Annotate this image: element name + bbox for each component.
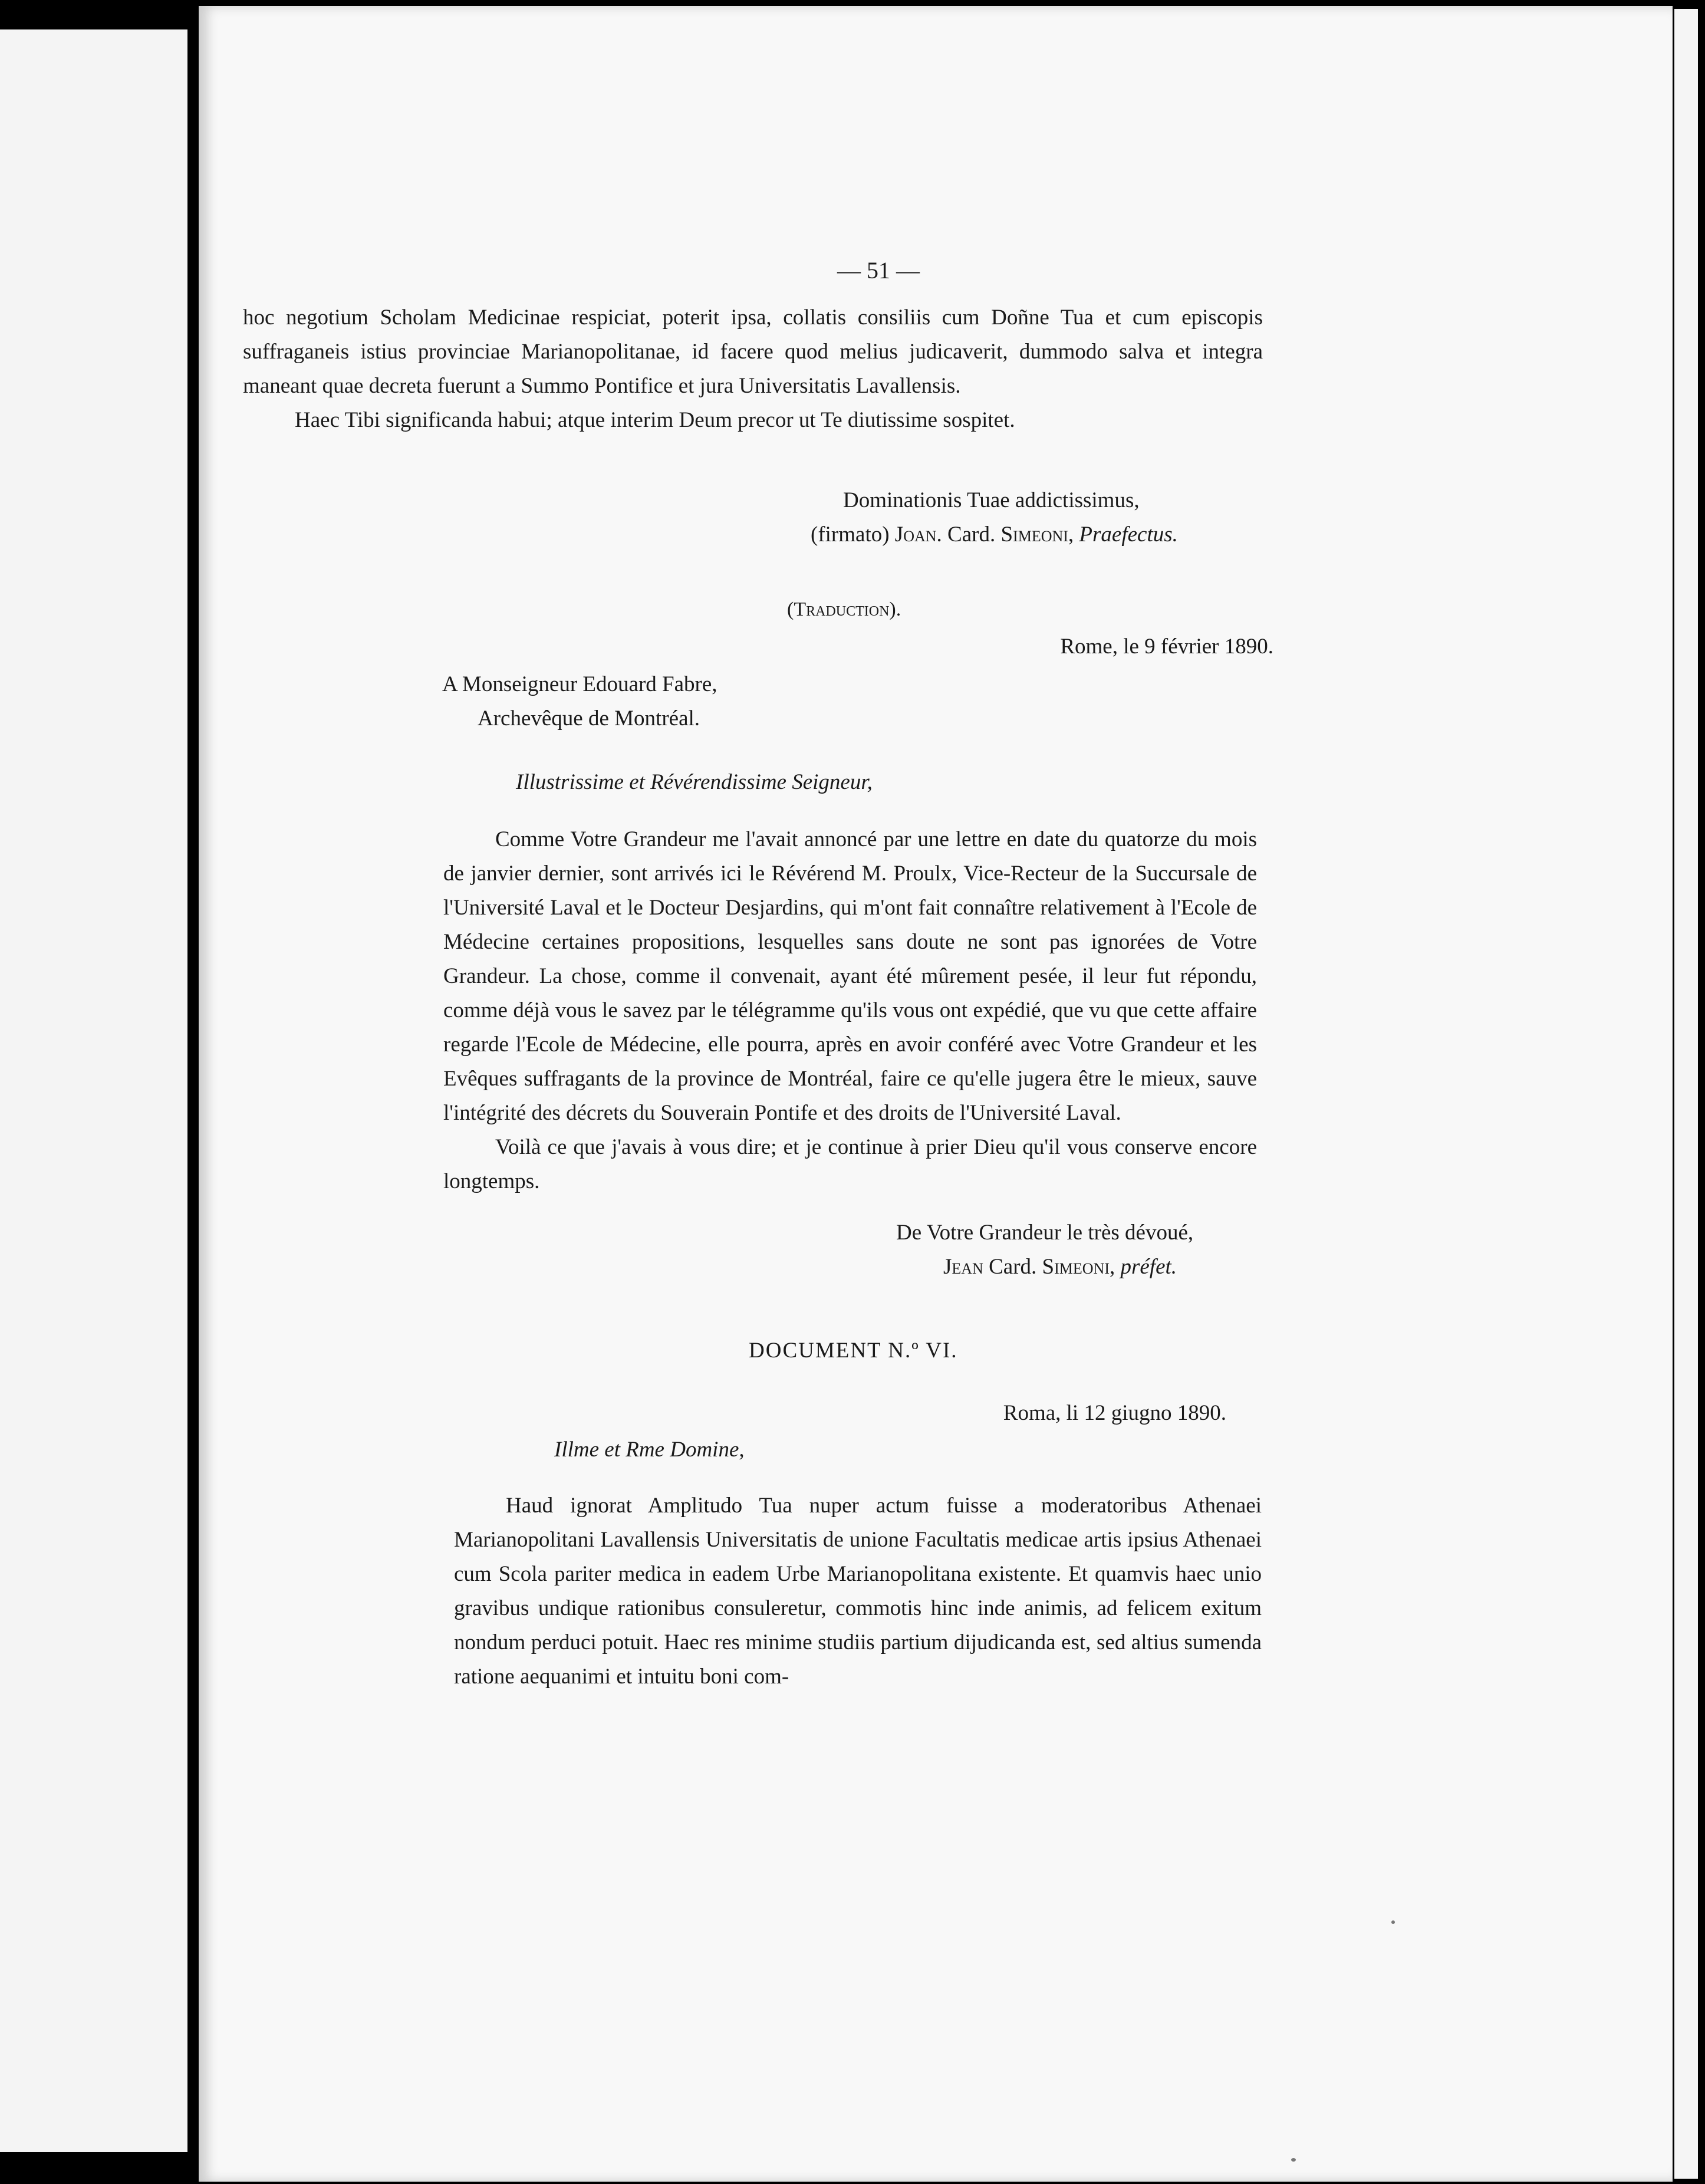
traduction-heading: (Traduction). [787, 598, 901, 620]
page-edge-right [1674, 9, 1698, 2179]
ink-speck [1391, 1920, 1395, 1924]
latin-signature-card: Card. [947, 522, 996, 547]
traduction-signature-card: Card. [989, 1255, 1037, 1279]
latin-paragraph-1: hoc negotium Scholam Medicinae respiciat, poterit ipsa, collatis consiliis cum Doñne Tua et cum episcopis suffraganeis istius provinciae Marianopolitanae, id facere quod melius judicaverit, dummodo salva et integra maneant quae decreta fuerunt a Summo Pontifice et jura Universitatis Lavallensis. [243, 305, 1263, 398]
addressee-line-1: A Monseigneur Edouard Fabre, [442, 672, 717, 696]
latin-closing: Dominationis Tuae addictissimus, [843, 488, 1140, 512]
latin-signature-prefix: (firmato) [811, 522, 890, 547]
document-vi-paragraph-1: Haud ignorat Amplitudo Tua nuper actum fuisse a moderatoribus Athenaei Marianopolitani Lavallensis Universitatis de unione Facultatis medicae artis ipsius Athenaei cum Scola pariter medica in eadem Urbe Marianopolitana existente. Et quamvis haec unio gravibus undique rationibus consuleretur, commotis hinc inde animis, ad felicem exitum nondum perduci potuit. Haec res minime studiis partium dijudicanda est, sed altius sumenda ratione aequanimi et intuitu boni com- [454, 1494, 1262, 1689]
latin-letter [243, 301, 1263, 438]
latin-paragraph-2: Haec Tibi significanda habui; atque interim Deum precor ut Te diutissime sospitet. [295, 408, 1015, 432]
facing-page-edge [0, 29, 187, 2152]
latin-signature-title: Praefectus. [1079, 522, 1178, 547]
traduction-paragraph-2: Voilà ce que j'avais à vous dire; et je continue à prier Dieu qu'il vous conserve encore longtemps. [443, 1135, 1257, 1193]
traduction-signature-name: Jean [943, 1255, 983, 1279]
traduction-paragraph-1: Comme Votre Grandeur me l'avait annoncé par une lettre en date du quatorze du mois de janvier dernier, sont arrivés ici le Révérend M. Proulx, Vice-Recteur de la Succursale de l'Université Laval et le Docteur Desjardins, qui m'ont fait connaître relativement à l'Ecole de Médecine certaines propositions, lesquelles sans doute ne sont pas ignorées de Votre Grandeur. La chose, comme il convenait, ayant été mûrement pesée, il leur fut répondu, comme déjà vous le savez par le télégramme qu'ils vous ont expédié, que vu que cette affaire regarde l'Ecole de Médecine, elle pourra, après en avoir conféré avec Votre Grandeur et les Evêques suffragants de la province de Montréal, faire ce qu'elle jugera être le mieux, sauve l'intégrité des décrets du Souverain Pontife et des droits de l'Université Laval. [443, 827, 1257, 1125]
page-number: — 51 — [837, 257, 920, 284]
ink-speck [1291, 2158, 1296, 2162]
traduction-signature [943, 1250, 1309, 1284]
latin-signature [811, 518, 1268, 552]
traduction-body [443, 823, 1257, 1199]
traduction-date: Rome, le 9 février 1890. [1060, 634, 1273, 659]
latin-signature-surname: Simeoni, [1000, 522, 1074, 547]
traduction-closing: De Votre Grandeur le très dévoué, [896, 1221, 1194, 1245]
traduction-salutation: Illustrissime et Révérendissime Seigneur, [516, 770, 873, 794]
document-vi-body [454, 1489, 1262, 1694]
document-vi-date: Roma, li 12 giugno 1890. [1003, 1401, 1226, 1425]
addressee-line-2: Archevêque de Montréal. [478, 706, 700, 731]
document-vi-heading: DOCUMENT N.º VI. [749, 1338, 958, 1363]
traduction-signature-title: préfet. [1120, 1255, 1177, 1279]
latin-signature-name: Joan. [894, 522, 942, 547]
traduction-addressee [442, 667, 973, 736]
document-vi-salutation: Illme et Rme Domine, [554, 1438, 745, 1462]
traduction-signature-surname: Simeoni, [1042, 1255, 1115, 1279]
traduction-closing-block [896, 1216, 1309, 1284]
latin-closing-block [811, 483, 1268, 552]
